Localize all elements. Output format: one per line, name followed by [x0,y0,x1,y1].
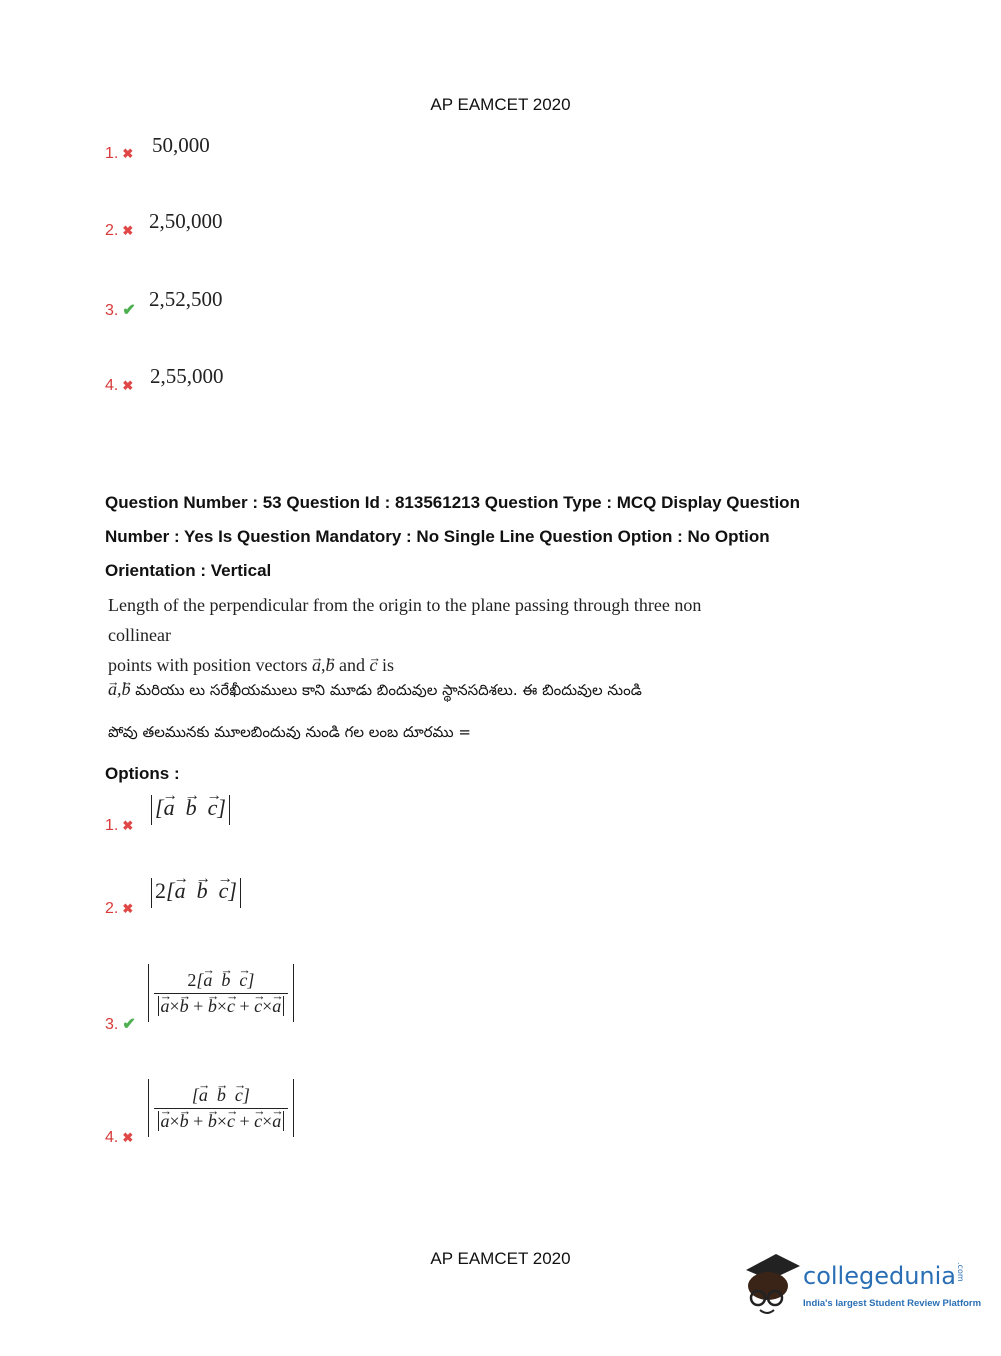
brand-com: .com [956,1262,966,1282]
question-line: Length of the perpendicular from the origin to the plane passing through three non collinear [108,595,702,645]
vector-b: → b [221,970,230,991]
times-sign: × [262,995,273,1016]
plus-sign: + [193,995,204,1016]
vector-a: → a [161,996,170,1017]
fraction [154,970,289,1017]
option-4 [105,1129,133,1147]
vector-c: → c [227,1111,235,1132]
cross-icon: ✖ [122,378,134,393]
page-footer: AP EAMCET 2020 [430,1249,571,1268]
vector-b: → b [208,1111,217,1132]
vector-c: → c [370,650,378,680]
brand-text: collegedunia [803,1262,957,1290]
option-number: 1. [105,817,119,834]
vector-c: → c [254,996,262,1017]
prev-option-3-value: 2,52,500 [149,287,223,311]
abs-bar [229,795,230,825]
vector-c: → c [235,1085,243,1106]
option-3-expression [148,964,294,1022]
vector-c: → c [219,878,229,904]
telugu-line: మరియు లు సరేఖీయములు కాని మూడు బిందువుల స్థానసదిశలు. ఈ బిందువుల నుండి [135,681,642,699]
vector-a: → a [312,650,321,680]
plus-sign: + [193,1110,204,1131]
vector-a: → a [272,1111,281,1132]
check-icon: ✔ [122,302,136,319]
times-sign: × [262,1110,273,1131]
vector-c: → c [239,970,247,991]
option-1-expression: [→ a → b → c] [148,795,233,825]
times-sign: × [216,995,227,1016]
plus-sign: + [239,1110,250,1131]
option-1 [105,817,133,835]
question-text: points with position vectors [108,655,308,675]
vector-b: → b [180,1111,189,1132]
prev-option-1 [105,145,133,163]
coefficient: 2 [155,878,166,904]
fraction [154,1085,289,1132]
vector-b: → b [217,1085,226,1106]
page-header: AP EAMCET 2020 [430,95,571,114]
option-number: 2. [105,222,119,239]
abs-bar [240,878,241,908]
vector-b: → b [122,668,131,710]
vector-c: → c [227,996,235,1017]
question-meta-line: Number : Yes Is Question Mandatory : No Single Line Question Option : No Option [105,527,770,546]
numerator: 2[→ a → b → c] [154,970,289,994]
prev-option-3 [105,300,136,320]
question-meta [105,486,925,588]
times-sign: × [169,1110,180,1131]
vector-c: → c [254,1111,262,1132]
plus-sign: + [239,995,250,1016]
cross-icon: ✖ [122,818,134,833]
denominator [154,994,289,1017]
option-4-expression [148,1079,294,1137]
brand-tagline: India's largest Student Review Platform [803,1298,982,1309]
vector-b: → b [180,996,189,1017]
comma: , [117,679,122,699]
abs-bar [151,795,152,825]
abs-bar [148,964,149,1022]
option-2-expression: 2[→ a → b → c] [148,878,244,908]
vector-b: → b [208,996,217,1017]
vector-a: → a [199,1085,208,1106]
option-3 [105,1014,136,1034]
vector-b: → b [197,878,208,904]
prev-option-4-value: 2,55,000 [150,364,224,388]
check-icon: ✔ [122,1016,136,1033]
vector-a: → a [175,878,186,904]
vector-a: → a [161,1111,170,1132]
vector-a: → a [164,795,175,821]
option-2 [105,900,133,918]
brand-name [803,1262,965,1290]
comma: , [321,655,326,675]
question-meta-line: Question Number : 53 Question Id : 813561213 Question Type : MCQ Display Question [105,493,800,512]
abs-bar [293,964,294,1022]
vector-b: → b [326,650,335,680]
mascot-logo-icon [742,1250,800,1318]
numerator: [→ a → b → c] [154,1085,289,1109]
vector-a: → a [203,970,212,991]
vector-a: → a [272,996,281,1017]
cross-icon: ✖ [122,901,134,916]
prev-option-2-value: 2,50,000 [149,209,223,233]
option-number: 2. [105,900,119,917]
abs-bar [293,1079,294,1137]
prev-option-4 [105,377,133,395]
abs-bar [151,878,152,908]
question-text-english [108,590,748,680]
prev-option-1-value: 50,000 [152,133,210,157]
option-number: 3. [105,1016,119,1033]
option-number: 4. [105,1129,119,1146]
cross-icon: ✖ [122,146,134,161]
prev-option-2 [105,222,133,240]
is-word: is [382,655,395,675]
question-text-telugu [108,668,768,753]
option-number: 1. [105,145,119,162]
cross-icon: ✖ [122,223,134,238]
options-label: Options : [105,764,180,783]
abs-bar [148,1079,149,1137]
option-number: 4. [105,377,119,394]
coefficient: 2 [187,969,197,990]
and-word: and [339,655,365,675]
vector-a: → a [108,668,117,710]
vector-b: → b [186,795,197,821]
question-meta-line: Orientation : Vertical [105,561,272,580]
question-line: పోవు తలమునకు మూలబిందువు నుండి గల లంబ దూరము = [108,723,471,741]
denominator [154,1109,289,1132]
option-number: 3. [105,302,119,319]
question-line [108,668,768,711]
times-sign: × [216,1110,227,1131]
times-sign: × [169,995,180,1016]
cross-icon: ✖ [122,1130,134,1145]
vector-c: → c [208,795,218,821]
